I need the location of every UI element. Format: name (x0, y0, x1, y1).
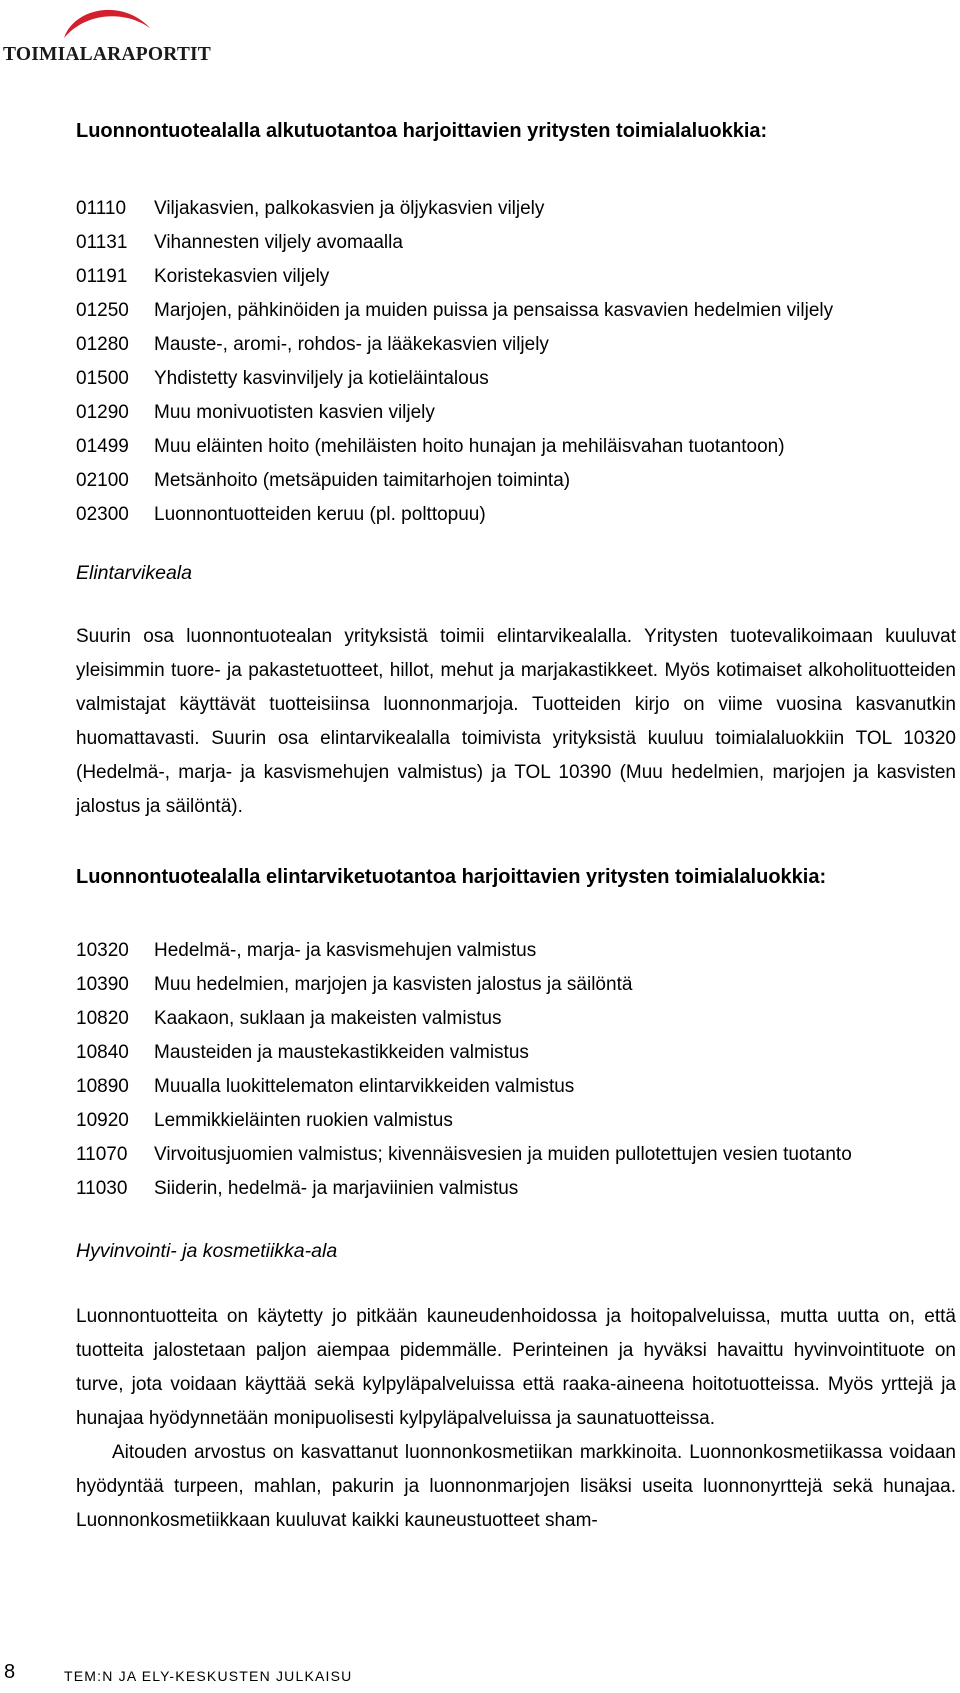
list-item (76, 328, 956, 362)
industry-code: 11030 (76, 1178, 128, 1199)
list-item (76, 1036, 956, 1070)
industry-code: 01499 (76, 436, 129, 457)
industry-code: 10390 (76, 974, 129, 995)
list-item (76, 934, 956, 968)
list-item (76, 362, 956, 396)
list-item (76, 1070, 956, 1104)
paragraph-wellness-1: Luonnontuotteita on käytetty jo pitkään kauneudenhoidossa ja hoitopalveluissa, mutta uutta on, että tuotteita jalostetaan paljon aiempaa pidemmälle. Perinteinen ja hyväksi havaittu hyvinvointituote on turve, jota voidaan käyttää sekä kylpyläpalveluissa että raaka-aineena hoitotuotteissa. Myös yrttejä ja hunajaa hyödynnetään monipuolisesti kylpyläpalveluissa ja saunatuotteissa. (76, 1306, 956, 1429)
industry-label: Siiderin, hedelmä- ja marjaviinien valmistus (154, 1178, 519, 1199)
industry-code: 10320 (76, 940, 129, 961)
industry-code: 01500 (76, 368, 129, 389)
industry-label: Muu monivuotisten kasvien viljely (154, 402, 435, 423)
list-item (76, 1002, 956, 1036)
industry-label: Marjojen, pähkinöiden ja muiden puissa ja pensaissa kasvavien hedelmien viljely (154, 300, 834, 321)
list-item (76, 294, 956, 328)
list-item (76, 498, 956, 532)
list-item (76, 1104, 956, 1138)
publication-name: TEM:N JA ELY-KESKUSTEN JULKAISU (64, 1668, 353, 1684)
page-number: 8 (4, 1661, 16, 1683)
industry-code: 10840 (76, 1042, 129, 1063)
list-item (76, 1172, 956, 1206)
list-item (76, 226, 956, 260)
industry-label: Vihannesten viljely avomaalla (154, 232, 403, 253)
section-heading-wellness: Hyvinvointi- ja kosmetiikka-ala (76, 1240, 338, 1262)
industry-label: Mausteiden ja maustekastikkeiden valmistus (154, 1042, 529, 1063)
industry-label: Kaakaon, suklaan ja makeisten valmistus (154, 1008, 502, 1029)
industry-code: 02100 (76, 470, 129, 491)
paragraph-food: Suurin osa luonnontuotealan yrityksistä toimii elintarvikealalla. Yritysten tuotevalikoimaan kuuluvat yleisimmin tuore- ja pakastetuotteet, hillot, mehut ja marjakastikkeet. Myös kotimaiset alkoholituotteiden valmistajat käyttävät tuotteisiinsa luonnonmarjoja. Tuotteiden kirjo on viime vuosina kasvanutkin huomattavasti. Suurin osa elintarvikealalla toimivista yrityksistä kuuluu toimialaluokkiin TOL 10320 (Hedelmä-, marja- ja kasvismehujen valmistus) ja TOL 10390 (Muu hedelmien, marjojen ja kasvisten jalostus ja säilöntä). (76, 626, 956, 817)
publisher-logo (0, 0, 212, 80)
industry-code-list-food (76, 934, 956, 1206)
section-heading-primary-production: Luonnontuotealalla alkutuotantoa harjoittavien yritysten toimialaluokkia: (76, 120, 768, 142)
list-item (76, 968, 956, 1002)
industry-code: 01280 (76, 334, 129, 355)
list-item (76, 192, 956, 226)
industry-code: 11070 (76, 1144, 128, 1165)
list-item (76, 464, 956, 498)
list-item (76, 430, 956, 464)
logo-swoosh-icon (60, 2, 152, 46)
industry-label: Virvoitusjuomien valmistus; kivennäisvesien ja muiden pullotettujen vesien tuotanto (154, 1144, 852, 1165)
industry-label: Koristekasvien viljely (154, 266, 330, 287)
industry-code: 01250 (76, 300, 129, 321)
industry-label: Metsänhoito (metsäpuiden taimitarhojen toiminta) (154, 470, 571, 491)
industry-label: Muualla luokittelematon elintarvikkeiden valmistus (154, 1076, 575, 1097)
industry-code: 01290 (76, 402, 129, 423)
industry-label: Yhdistetty kasvinviljely ja kotieläintalous (154, 368, 489, 389)
list-item (76, 260, 956, 294)
industry-label: Hedelmä-, marja- ja kasvismehujen valmistus (154, 940, 537, 961)
industry-label: Muu eläinten hoito (mehiläisten hoito hunajan ja mehiläisvahan tuotantoon) (154, 436, 785, 457)
paragraph-wellness-2: Aitouden arvostus on kasvattanut luonnonkosmetiikan markkinoita. Luonnonkosmetiikassa voidaan hyödyntää turpeen, mahlan, pakurin ja luonnonmarjojen lisäksi useita luonnonyrttejä sekä hunajaa. Luonnonkosmetiikkaan kuuluvat kaikki kauneustuotteet sham- (76, 1442, 956, 1531)
list-item (76, 396, 956, 430)
industry-label: Muu hedelmien, marjojen ja kasvisten jalostus ja säilöntä (154, 974, 633, 995)
page-footer (0, 1661, 960, 1693)
industry-label: Luonnontuotteiden keruu (pl. polttopuu) (154, 504, 486, 525)
page-content (76, 118, 956, 1538)
industry-code-list-primary (76, 192, 956, 532)
list-item (76, 1138, 956, 1172)
section-heading-food: Elintarvikeala (76, 562, 192, 584)
industry-code: 10890 (76, 1076, 129, 1097)
logo-text: TOIMIALARAPORTIT (3, 44, 212, 65)
industry-code: 10820 (76, 1008, 129, 1029)
industry-label: Mauste-, aromi-, rohdos- ja lääkekasvien viljely (154, 334, 549, 355)
industry-code: 10920 (76, 1110, 129, 1131)
industry-code: 01131 (76, 232, 128, 253)
industry-label: Viljakasvien, palkokasvien ja öljykasvien viljely (154, 198, 545, 219)
industry-label: Lemmikkieläinten ruokien valmistus (154, 1110, 453, 1131)
section-heading-food-production: Luonnontuotealalla elintarviketuotantoa harjoittavien yritysten toimialaluokkia: (76, 866, 827, 888)
industry-code: 01191 (76, 266, 128, 287)
industry-code: 02300 (76, 504, 129, 525)
industry-code: 01110 (76, 198, 127, 219)
